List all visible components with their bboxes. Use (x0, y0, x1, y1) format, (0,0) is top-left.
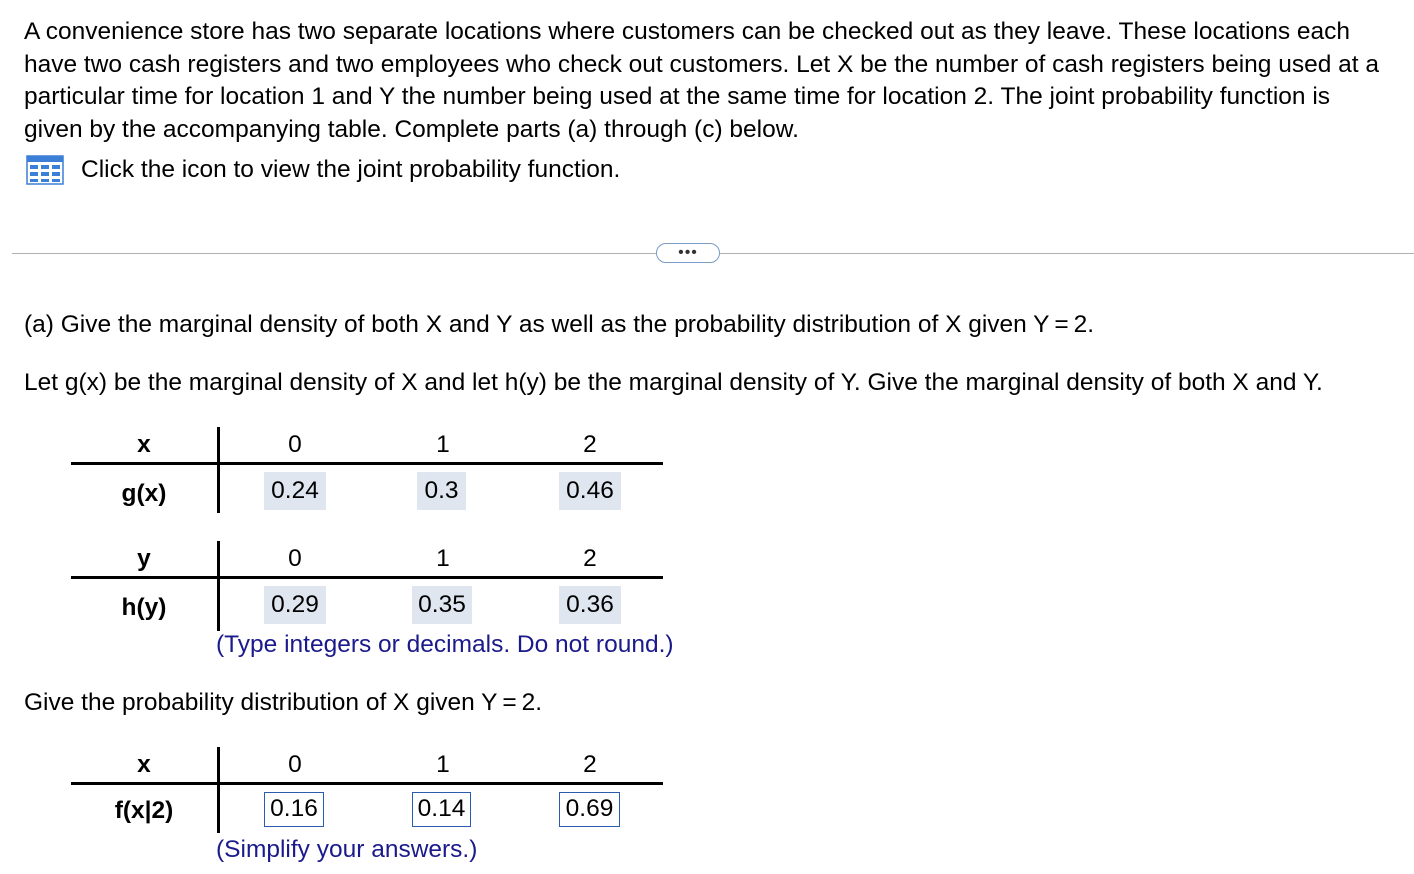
table-grid-icon[interactable] (26, 155, 64, 185)
x-column-1: 1 (436, 431, 450, 458)
problem-statement: A convenience store has two separate locations where customers can be checked out as they leave. These locations each have two cash registers and two employees who check out customers. Let X be the number of cash registers being used at a particular time for location 1 and Y the number being used at the same time for location 2. The joint probability function is given by the accompanying table. Complete parts (a) through (c) below. (24, 18, 1380, 143)
marginal-instruction: Let g(x) be the marginal density of X and let h(y) be the marginal density of Y. Give the marginal density of both X and Y. (24, 369, 1323, 396)
hy-answer-1[interactable]: 0.35 (412, 586, 472, 624)
table-header-rule (71, 462, 663, 465)
gx-row-label: g(x) (121, 480, 167, 507)
fx-row-label: f(x|2) (114, 797, 174, 824)
hy-answer-0[interactable]: 0.29 (264, 586, 326, 624)
table-vertical-rule (217, 427, 220, 513)
conditional-x-table (0, 745, 700, 835)
marginal-hint: (Type integers or decimals. Do not round.) (216, 631, 674, 658)
gx-answer-2[interactable]: 0.46 (559, 472, 621, 510)
y-header-label: y (137, 545, 151, 572)
part-a-prompt: (a) Give the marginal density of both X and Y as well as the probability distribution of X given Y = 2. (24, 311, 1095, 338)
table-header-rule (71, 576, 663, 579)
gx-answer-1[interactable]: 0.3 (417, 472, 466, 510)
x-column-0: 0 (288, 431, 302, 458)
conditional-hint: (Simplify your answers.) (216, 836, 478, 863)
view-joint-probability-link[interactable] (26, 154, 620, 186)
x-column-2: 2 (583, 751, 597, 778)
x-header-label: x (137, 431, 151, 458)
fx-answer-1[interactable]: 0.14 (412, 792, 471, 827)
conditional-instruction: Give the probability distribution of X given Y = 2. (24, 689, 543, 716)
icon-link-label[interactable]: Click the icon to view the joint probability function. (81, 156, 621, 183)
fx-answer-2[interactable]: 0.69 (559, 792, 620, 827)
y-column-0: 0 (288, 545, 302, 572)
more-options-button[interactable]: ••• (656, 243, 720, 263)
marginal-y-table (0, 539, 700, 631)
table-header-rule (71, 782, 663, 785)
marginal-x-table (0, 425, 700, 515)
gx-answer-0[interactable]: 0.24 (264, 472, 326, 510)
hy-answer-2[interactable]: 0.36 (559, 586, 621, 624)
x-column-1: 1 (436, 751, 450, 778)
x-column-0: 0 (288, 751, 302, 778)
x-header-label: x (137, 751, 151, 778)
fx-answer-0[interactable]: 0.16 (264, 792, 324, 827)
y-column-1: 1 (436, 545, 450, 572)
y-column-2: 2 (583, 545, 597, 572)
x-column-2: 2 (583, 431, 597, 458)
table-vertical-rule (217, 541, 220, 631)
hy-row-label: h(y) (121, 594, 167, 621)
table-vertical-rule (217, 747, 220, 833)
